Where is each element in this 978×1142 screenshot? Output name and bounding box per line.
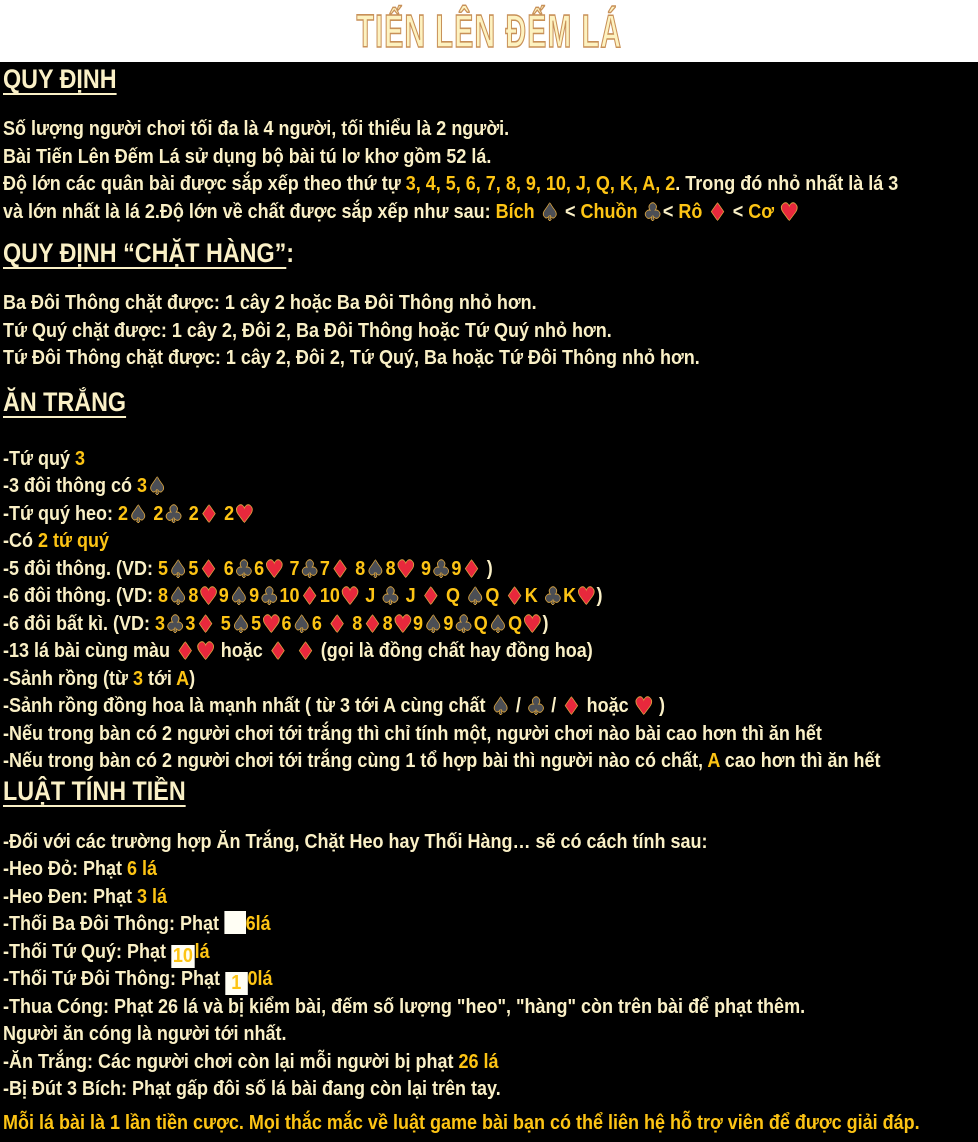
text-line	[3, 199, 881, 227]
text-segment: (gọi là đồng chất hay đồng hoa)	[315, 640, 593, 662]
text-segment: và lớn nhất là lá 2.Độ lớn về chất được sắp xếp như sau:	[3, 200, 496, 223]
text-segment: Người ăn cóng là người tới nhất.	[3, 1023, 287, 1045]
diamond-icon: ♦	[708, 199, 727, 226]
text-line	[3, 1049, 881, 1077]
highlight-segment: Bích	[495, 200, 540, 223]
text-line	[3, 911, 881, 939]
text-line	[3, 290, 881, 318]
highlight-segment: 3	[155, 612, 166, 635]
text-segment: )	[189, 667, 196, 690]
spade-icon: ♠	[168, 556, 188, 583]
heart-icon: ♥	[199, 584, 218, 610]
heart-icon: ♥	[577, 584, 596, 610]
highlight-segment: 5	[188, 557, 199, 580]
text-segment: -6 đôi thông. (VD:	[3, 585, 158, 607]
diamond-icon: ♦	[363, 611, 382, 638]
club-icon: ♣	[300, 556, 319, 583]
highlight-segment: lá	[194, 940, 210, 963]
text-segment: -Thối Ba Đôi Thông: Phạt	[3, 913, 224, 935]
section-heading	[3, 776, 186, 806]
diamond-icon: ♦	[562, 694, 581, 720]
spade-icon: ♠	[540, 199, 560, 226]
highlight-segment: A	[176, 667, 190, 690]
text-segment: Số lượng người chơi tối đa là 4 người, tối thiểu là 2 người.	[3, 118, 510, 140]
text-segment: /	[510, 695, 526, 717]
section-heading	[3, 238, 294, 268]
highlight-segment: 8	[385, 557, 396, 580]
rules-content	[0, 62, 978, 1137]
section-heading-row	[3, 238, 978, 268]
diamond-icon: ♦	[421, 584, 441, 610]
white-correction-box: 10	[172, 944, 193, 967]
text-segment: )	[542, 612, 549, 635]
diamond-icon: ♦	[505, 584, 524, 610]
highlight-segment: 6lá	[245, 913, 271, 935]
text-line	[3, 116, 881, 144]
highlight-segment: Rô	[678, 200, 708, 223]
club-icon: ♣	[543, 584, 563, 610]
section-heading	[3, 64, 117, 94]
text-line	[3, 1021, 881, 1049]
highlight-segment: 7	[284, 557, 300, 580]
text-segment: -Tứ quý	[3, 447, 76, 470]
highlight-segment: 6	[311, 612, 327, 635]
text-line	[3, 501, 881, 529]
highlight-segment: Cơ	[748, 200, 780, 223]
diamond-icon: ♦	[268, 639, 288, 665]
club-icon: ♣	[526, 694, 546, 720]
highlight-segment: 9	[451, 557, 462, 580]
text-segment: -Thua Cóng: Phạt 26 lá và bị kiểm bài, đếm số lượng "heo", "hàng" còn trên bài để phạt thêm.	[3, 995, 806, 1018]
spade-icon: ♠	[128, 501, 148, 528]
footer-note-line	[3, 1110, 920, 1138]
text-segment: -Sảnh rồng (từ	[3, 667, 134, 690]
highlight-segment: Q	[441, 585, 466, 607]
club-icon: ♣	[643, 199, 662, 226]
text-segment: -5 đôi thông. (VD:	[3, 557, 158, 580]
text-segment: Độ lớn các quân bài được sắp xếp theo thứ tự	[3, 173, 406, 195]
diamond-icon: ♦	[175, 639, 195, 665]
text-line	[3, 693, 881, 721]
spade-icon: ♠	[491, 694, 510, 720]
highlight-segment: 26 lá	[458, 1050, 499, 1073]
highlight-segment: 3	[185, 612, 196, 635]
text-segment: Ba Đôi Thông chặt được: 1 cây 2 hoặc Ba Đôi Thông nhỏ hơn.	[3, 292, 537, 314]
highlight-segment: K	[524, 585, 543, 607]
text-line	[3, 556, 881, 584]
text-segment: Bài Tiến Lên Đếm Lá sử dụng bộ bài tú lơ khơ gồm 52 lá.	[3, 145, 492, 168]
heart-icon: ♥	[262, 611, 281, 638]
text-line	[3, 939, 881, 967]
section-heading-text: LUẬT TÍNH TIỀN	[3, 775, 186, 806]
highlight-segment: 6 lá	[127, 858, 158, 880]
club-icon: ♣	[381, 584, 400, 610]
text-line	[3, 318, 881, 346]
text-segment: -Đối với các trường hợp Ăn Trắng, Chặt Heo hay Thối Hàng… sẽ có cách tính sau:	[3, 830, 708, 853]
rules-section-quy-dinh	[3, 64, 978, 226]
highlight-segment: 2 tứ quý	[38, 530, 110, 552]
text-segment: -Thối Tứ Đôi Thông: Phạt	[3, 968, 225, 990]
heart-icon: ♥	[340, 584, 360, 610]
text-segment: )	[653, 695, 665, 717]
highlight-segment: J	[400, 585, 421, 607]
club-icon: ♣	[454, 611, 473, 638]
highlight-segment: 10	[319, 585, 340, 607]
highlight-segment: 2	[183, 502, 199, 525]
white-correction-box	[224, 911, 246, 934]
diamond-icon: ♦	[330, 556, 350, 583]
spade-icon: ♠	[366, 556, 385, 583]
highlight-segment: 10	[279, 585, 300, 607]
highlight-segment: 8	[347, 612, 363, 635]
text-segment: -Sảnh rồng đồng hoa là mạnh nhất ( từ 3 tới A cùng chất	[3, 695, 491, 717]
text-segment: )	[596, 585, 603, 607]
diamond-icon: ♦	[462, 556, 481, 583]
text-segment: -Tứ quý heo:	[3, 502, 119, 525]
highlight-segment: 7	[319, 557, 330, 580]
text-line	[3, 1076, 881, 1104]
spade-icon: ♠	[147, 474, 167, 500]
heart-icon: ♥	[265, 556, 284, 583]
text-segment: -3 đôi thông có	[3, 475, 137, 497]
rules-section-luat-tinh-tien	[3, 776, 978, 1104]
diamond-icon: ♦	[199, 501, 219, 528]
section-heading-row	[3, 64, 978, 94]
text-segment: cao hơn thì ăn hết	[719, 750, 881, 772]
text-segment: -Bị Đút 3 Bích: Phạt gấp đôi số lá bài đang còn lại trên tay.	[3, 1078, 501, 1100]
spade-icon: ♠	[231, 611, 251, 638]
highlight-segment: 3	[133, 667, 144, 690]
section-heading-text: QUY ĐỊNH	[3, 64, 117, 94]
highlight-segment: 3	[136, 475, 147, 497]
text-segment: Tứ Quý chặt được: 1 cây 2, Đôi 2, Ba Đôi Thông hoặc Tứ Quý nhỏ hơn.	[3, 319, 612, 342]
highlight-segment: Q	[485, 585, 505, 607]
highlight-segment: J	[360, 585, 381, 607]
text-segment: -Ăn Trắng: Các người chơi còn lại mỗi người bị phạt	[3, 1050, 459, 1073]
text-line	[3, 856, 881, 884]
highlight-segment: A	[707, 750, 720, 772]
highlight-segment: 3	[75, 447, 86, 470]
text-segment: -Heo Đỏ: Phạt	[3, 858, 128, 880]
page-title: TIẾN LÊN ĐẾM LÁ	[356, 5, 622, 57]
text-segment: )	[481, 557, 493, 580]
highlight-segment: 2	[219, 502, 235, 525]
highlight-segment: Chuồn	[580, 200, 643, 223]
highlight-segment: 9	[413, 612, 424, 635]
title-bar	[0, 0, 978, 62]
spade-icon: ♠	[168, 584, 188, 610]
highlight-segment: Q	[473, 612, 488, 635]
text-segment: hoặc	[581, 695, 634, 717]
spade-icon: ♠	[229, 584, 249, 610]
highlight-segment: K	[563, 585, 577, 607]
text-segment: -Nếu trong bàn có 2 người chơi tới trắng thì chỉ tính một, người chơi nào bài cao hơn thì ăn hết	[3, 722, 822, 745]
text-line	[3, 446, 881, 474]
diamond-icon: ♦	[327, 611, 347, 638]
highlight-segment: 5	[251, 612, 262, 635]
section-heading-row	[3, 387, 978, 417]
diamond-icon: ♦	[300, 584, 319, 610]
highlight-segment: 3 lá	[137, 885, 168, 908]
highlight-segment: 8	[350, 557, 366, 580]
diamond-icon: ♦	[199, 556, 218, 583]
highlight-segment: 9	[415, 557, 432, 580]
heart-icon: ♥	[779, 199, 799, 226]
text-segment: tới	[143, 667, 177, 690]
highlight-segment: 9	[249, 585, 260, 607]
highlight-segment: 5	[215, 612, 231, 635]
club-icon: ♣	[260, 584, 279, 610]
highlight-segment: 8	[188, 585, 199, 607]
text-line	[3, 666, 881, 694]
highlight-segment: 6	[218, 557, 234, 580]
text-line	[3, 748, 881, 776]
text-line	[3, 144, 881, 172]
highlight-segment: 8	[382, 612, 393, 635]
diamond-icon: ♦	[196, 611, 215, 638]
text-line	[3, 966, 881, 994]
text-segment: hoặc	[215, 640, 268, 662]
heart-icon: ♥	[523, 611, 542, 638]
diamond-icon: ♦	[289, 639, 315, 665]
text-segment: Tứ Đôi Thông chặt được: 1 cây 2, Đôi 2, Tứ Quý, Ba hoặc Tứ Đôi Thông nhỏ hơn.	[3, 347, 700, 369]
text-segment: <	[662, 200, 679, 223]
text-line	[3, 345, 881, 373]
section-heading-suffix: :	[286, 238, 295, 268]
text-segment: -Heo Đen: Phạt	[3, 885, 138, 908]
rules-section-an-trang	[3, 387, 978, 776]
text-line	[3, 583, 881, 611]
highlight-segment: 8	[157, 585, 168, 607]
club-icon: ♣	[431, 556, 451, 583]
section-heading-row	[3, 776, 978, 806]
highlight-segment: 3, 4, 5, 6, 7, 8, 9, 10, J, Q, K, A, 2	[405, 173, 676, 195]
text-segment: <	[559, 200, 581, 223]
text-line	[3, 528, 881, 556]
text-segment: <	[727, 200, 749, 223]
highlight-segment: 9	[443, 612, 454, 635]
rules-section-quy-dinh-chat-hang	[3, 238, 978, 373]
section-heading-text: ĂN TRẮNG	[3, 386, 127, 417]
text-segment: -Nếu trong bàn có 2 người chơi tới trắng cùng 1 tổ hợp bài thì người nào có chất,	[3, 750, 708, 772]
highlight-segment: 6	[254, 557, 265, 580]
text-line	[3, 638, 881, 666]
spade-icon: ♠	[488, 611, 508, 638]
club-icon: ♣	[234, 556, 254, 583]
text-line	[3, 611, 881, 639]
text-line	[3, 994, 881, 1022]
heart-icon: ♥	[196, 639, 215, 665]
club-icon: ♣	[165, 611, 185, 638]
highlight-segment: 0lá	[247, 968, 273, 990]
highlight-segment: 2	[118, 502, 129, 525]
text-line	[3, 884, 881, 912]
spade-icon: ♠	[292, 611, 311, 638]
text-segment: -Có	[3, 530, 39, 552]
section-heading	[3, 387, 126, 417]
heart-icon: ♥	[634, 694, 654, 720]
section-heading-text: QUY ĐỊNH “CHẶT HÀNG”	[3, 238, 287, 268]
text-segment: . Trong đó nhỏ nhất là lá 3	[675, 173, 899, 195]
heart-icon: ♥	[396, 556, 416, 583]
text-line	[3, 721, 881, 749]
highlight-segment: Q	[508, 612, 523, 635]
text-line	[3, 171, 899, 199]
text-segment: /	[546, 695, 562, 717]
highlight-segment: 9	[218, 585, 229, 607]
text-line	[3, 829, 881, 857]
highlight-segment: 5	[157, 557, 168, 580]
text-segment: -13 lá bài cùng màu	[3, 640, 176, 662]
text-segment: -6 đôi bất kì. (VD:	[3, 612, 156, 635]
highlight-segment: 6	[281, 612, 292, 635]
club-icon: ♣	[164, 501, 183, 528]
highlight-segment: 2	[148, 502, 164, 525]
heart-icon: ♥	[393, 611, 413, 638]
heart-icon: ♥	[235, 501, 254, 528]
white-correction-box: 1	[225, 972, 248, 995]
text-line	[3, 473, 881, 501]
text-segment: -Thối Tứ Quý: Phạt	[3, 940, 172, 963]
spade-icon: ♠	[465, 584, 485, 610]
highlight-segment: Mỗi lá bài là 1 lần tiền cược. Mọi thắc mắc về luật game bài bạn có thể liên hệ hỗ trợ viên để được giải đáp.	[3, 1111, 920, 1134]
spade-icon: ♠	[423, 611, 443, 638]
